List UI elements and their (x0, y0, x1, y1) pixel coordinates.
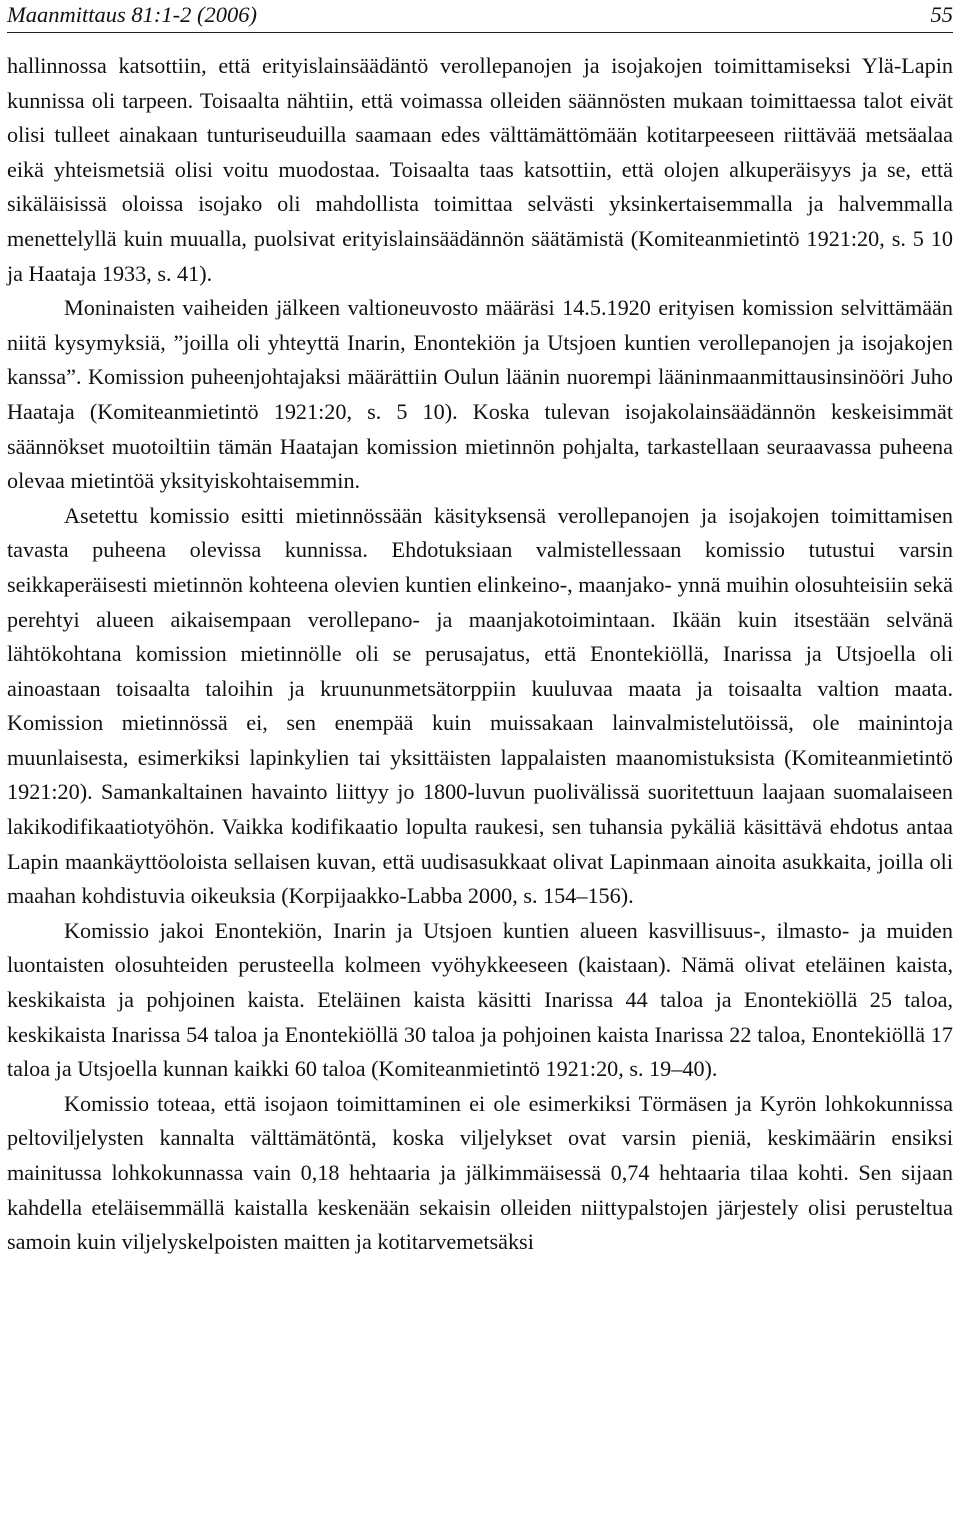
paragraph: Moninaisten vaiheiden jälkeen valtioneuvosto määräsi 14.5.1920 erityisen komission selvittämään niitä kysymyksiä, ”joilla oli yhteyttä Inarin, Enontekiön ja Utsjoen kuntien verollepanojen ja isojakojen kanssa”. Komission puheenjohtajaksi määrättiin Oulun läänin nuorempi lääninmaanmittausinsinööri Juho Haataja (Komiteanmietintö 1921:20, s. 5 10). Koska tulevan isojakolainsäädännön keskeisimmät säännökset muotoiltiin tämän Haatajan komission mietinnön pohjalta, tarkastellaan seuraavassa puheena olevaa mietintöä yksityiskohtaisemmin. (7, 295, 953, 494)
paragraph: hallinnossa katsottiin, että erityislainsäädäntö verollepanojen ja isojakojen toimittamiseksi Ylä-Lapin kunnissa oli tarpeen. Toisaalta nähtiin, että voimassa olleiden säännösten mukaan toimittaessa talot eivät olisi tulleet ainakaan tunturiseuduilla saamaan edes välttämättömään kotitarpeeseen riittävää metsäalaa eikä yhteismetsiä olisi voitu muodostaa. Toisaalta taas katsottiin, että olojen alkuperäisyys ja se, että sikäläisissä oloissa isojako oli mahdollista toimittaa selvästi yksinkertaisemmalla ja halvemmalla menettelyllä kuin muualla, puolsivat erityislainsäädännön säätämistä (Komiteanmietintö 1921:20, s. 5 10 ja Haataja 1933, s. 41). (7, 53, 953, 286)
page-number: 55 (930, 2, 953, 27)
paragraph: Komissio toteaa, että isojaon toimittaminen ei ole esimerkiksi Törmäsen ja Kyrön lohkokunnissa peltoviljelysten kannalta välttämätöntä, koska viljelykset ovat varsin pieniä, keskimäärin ensiksi mainitussa lohkokunnassa vain 0,18 hehtaaria ja jälkimmäisessä 0,74 hehtaaria tilaa kohti. Sen sijaan kahdella eteläisemmällä kaistalla keskenään sekaisin olleiden niittypalstojen järjestely olisi perusteltua samoin kuin viljelyskelpoisten maitten ja kotitarvemetsäksi (7, 1090, 953, 1255)
running-header (7, 0, 953, 33)
document-page (7, 0, 953, 1260)
article-body (7, 33, 953, 1260)
paragraph: Asetettu komissio esitti mietinnössään käsityksensä verollepanojen ja isojakojen toimittamisen tavasta puheena olevissa kunnissa. Ehdotuksiaan valmistellessaan komissio tutustui varsin seikkaperäisesti mietinnön kohteena olevien kuntien elinkeino-, maanjako- ynnä muihin olosuhteisiin sekä perehtyi alueen aikaisempaan verollepano- ja maanjakotoimintaan. Ikään kuin itsestään selvänä lähtökohtana komission mietinnölle oli se perusajatus, että Enontekiöllä, Inarissa ja Utsjoella oli ainoastaan toisaalta taloihin ja kruununmetsätorppiin kuuluvaa maata ja toisaalta valtion maata. Komission mietinnössä ei, sen enempää kuin muissakaan lainvalmistelutöissä, ole mainintoja muunlaisesta, esimerkiksi lapinkylien tai yksittäisten lappalaisten maanomistuksista (Komiteanmietintö 1921:20). Samankaltainen havainto liittyy jo 1800-luvun puolivälissä suoritettuun laajaan suomalaiseen lakikodifikaatiotyöhön. Vaikka kodifikaatio lopulta raukesi, sen tuhansia pykäliä käsittävä ehdotus antaa Lapin maankäyttöoloista sellaisen kuvan, että uudisasukkaat olivat Lapinmaan ainoita asukkaita, joilla oli maahan kohdistuvia oikeuksia (Korpijaakko-Labba 2000, s. 154–156). (7, 502, 953, 909)
paragraph: Komissio jakoi Enontekiön, Inarin ja Utsjoen kuntien alueen kasvillisuus-, ilmasto- ja muiden luontaisten olosuhteiden perusteella kolmeen vyöhykkeeseen (kaistaan). Nämä olivat eteläinen kaista, keskikaista ja pohjoinen kaista. Eteläinen kaista käsitti Inarissa 44 taloa ja Enontekiöllä 25 taloa, keskikaista Inarissa 54 taloa ja Enontekiöllä 30 taloa ja pohjoinen kaista Inarissa 22 taloa, Enontekiöllä 17 taloa ja Utsjoella kunnan kaikki 60 taloa (Komiteanmietintö 1921:20, s. 19–40). (7, 917, 953, 1082)
journal-title: Maanmittaus 81:1-2 (2006) (7, 2, 257, 27)
